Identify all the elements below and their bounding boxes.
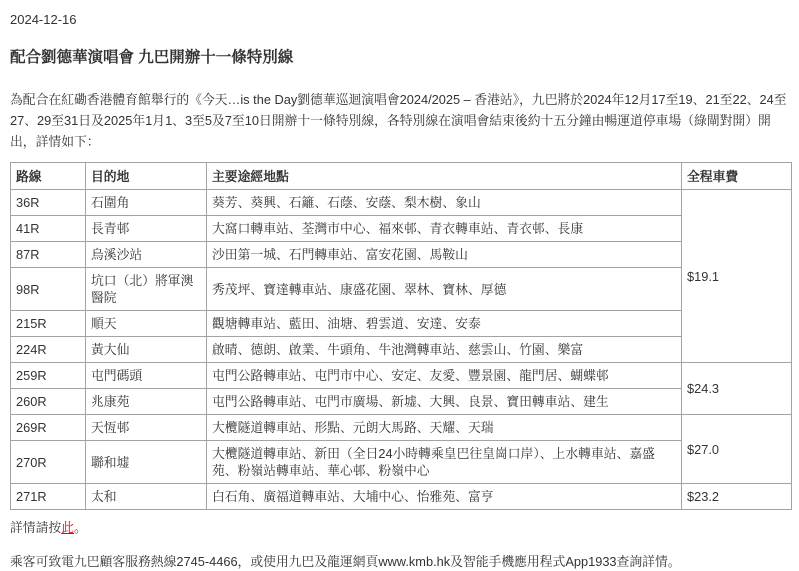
destination-cell: 屯門碼頭: [86, 363, 207, 389]
via-cell: 白石角、廣福道轉車站、大埔中心、怡雅苑、富亨: [207, 484, 682, 510]
fare-cell: $27.0: [682, 415, 792, 484]
table-row: [11, 389, 792, 415]
destination-cell: 長青邨: [86, 216, 207, 242]
column-header-route: 路線: [11, 163, 86, 190]
hotline-line: 乘客可致電九巴顧客服務熱線2745-4466，或使用九巴及龍運網頁www.kmb.hk及智能手機應用程式App1933查詢詳情。: [10, 554, 681, 569]
route-cell: 215R: [11, 311, 86, 337]
destination-cell: 黃大仙: [86, 337, 207, 363]
fare-cell: $19.1: [682, 190, 792, 363]
via-cell: 屯門公路轉車站、屯門市中心、安定、友愛、豐景園、龍門居、蝴蝶邨: [207, 363, 682, 389]
destination-cell: 兆康苑: [86, 389, 207, 415]
route-cell: 87R: [11, 242, 86, 268]
route-cell: 98R: [11, 268, 86, 311]
details-line: [10, 519, 789, 537]
route-cell: 36R: [11, 190, 86, 216]
page-title: 配合劉德華演唱會 九巴開辦十一條特別線: [10, 49, 294, 66]
table-row: [11, 242, 792, 268]
table-row: [11, 311, 792, 337]
article-date: 2024-12-16: [10, 12, 77, 27]
route-cell: 260R: [11, 389, 86, 415]
routes-table: [10, 162, 792, 510]
fare-cell: $23.2: [682, 484, 792, 510]
via-cell: 大欖隧道轉車站、形點、元朗大馬路、天耀、天瑞: [207, 415, 682, 441]
route-cell: 271R: [11, 484, 86, 510]
table-row: [11, 190, 792, 216]
table-row: [11, 216, 792, 242]
column-header-destination: 目的地: [86, 163, 207, 190]
details-link[interactable]: 此: [61, 520, 74, 535]
route-cell: 269R: [11, 415, 86, 441]
destination-cell: 聯和墟: [86, 441, 207, 484]
via-cell: 屯門公路轉車站、屯門市廣場、新墟、大興、良景、寶田轉車站、建生: [207, 389, 682, 415]
table-row: [11, 337, 792, 363]
route-cell: 224R: [11, 337, 86, 363]
table-row: [11, 268, 792, 311]
table-row: [11, 363, 792, 389]
via-cell: 葵芳、葵興、石籬、石蔭、安蔭、梨木樹、象山: [207, 190, 682, 216]
column-header-via: 主要途經地點: [207, 163, 682, 190]
table-row: [11, 441, 792, 484]
route-cell: 270R: [11, 441, 86, 484]
route-cell: 259R: [11, 363, 86, 389]
destination-cell: 天恆邨: [86, 415, 207, 441]
table-row: [11, 484, 792, 510]
column-header-fare: 全程車費: [682, 163, 792, 190]
via-cell: 啟晴、德朗、啟業、牛頭角、牛池灣轉車站、慈雲山、竹園、樂富: [207, 337, 682, 363]
table-header-row: [11, 163, 792, 190]
via-cell: 沙田第一城、石門轉車站、富安花園、馬鞍山: [207, 242, 682, 268]
destination-cell: 烏溪沙站: [86, 242, 207, 268]
destination-cell: 順天: [86, 311, 207, 337]
article-intro: 為配合在紅磡香港體育館舉行的《今天…is the Day劉德華巡迴演唱會2024/2025 – 香港站》，九巴將於2024年12月17至19、21至22、24至27、29至31日及2025年1月1、3至5及7至10日開辦十一條特別線，各特別線在演唱會結束後約十五分鐘由暢運道停車場（綠閘對開）開出，詳情如下：: [10, 92, 787, 149]
fare-cell: $24.3: [682, 363, 792, 415]
destination-cell: 太和: [86, 484, 207, 510]
via-cell: 大窩口轉車站、荃灣市中心、福來邨、青衣轉車站、青衣邨、長康: [207, 216, 682, 242]
via-cell: 秀茂坪、寶達轉車站、康盛花園、翠林、寶林、厚德: [207, 268, 682, 311]
table-row: [11, 415, 792, 441]
details-suffix: 。: [73, 520, 87, 535]
destination-cell: 坑口（北）將軍澳醫院: [86, 268, 207, 311]
via-cell: 大欖隧道轉車站、新田（全日24小時轉乘皇巴往皇崗口岸）、上水轉車站、嘉盛苑、粉嶺站轉車站、華心邨、粉嶺中心: [207, 441, 682, 484]
destination-cell: 石圍角: [86, 190, 207, 216]
route-cell: 41R: [11, 216, 86, 242]
via-cell: 觀塘轉車站、藍田、油塘、碧雲道、安達、安泰: [207, 311, 682, 337]
details-prefix: 詳情請按: [10, 520, 62, 535]
